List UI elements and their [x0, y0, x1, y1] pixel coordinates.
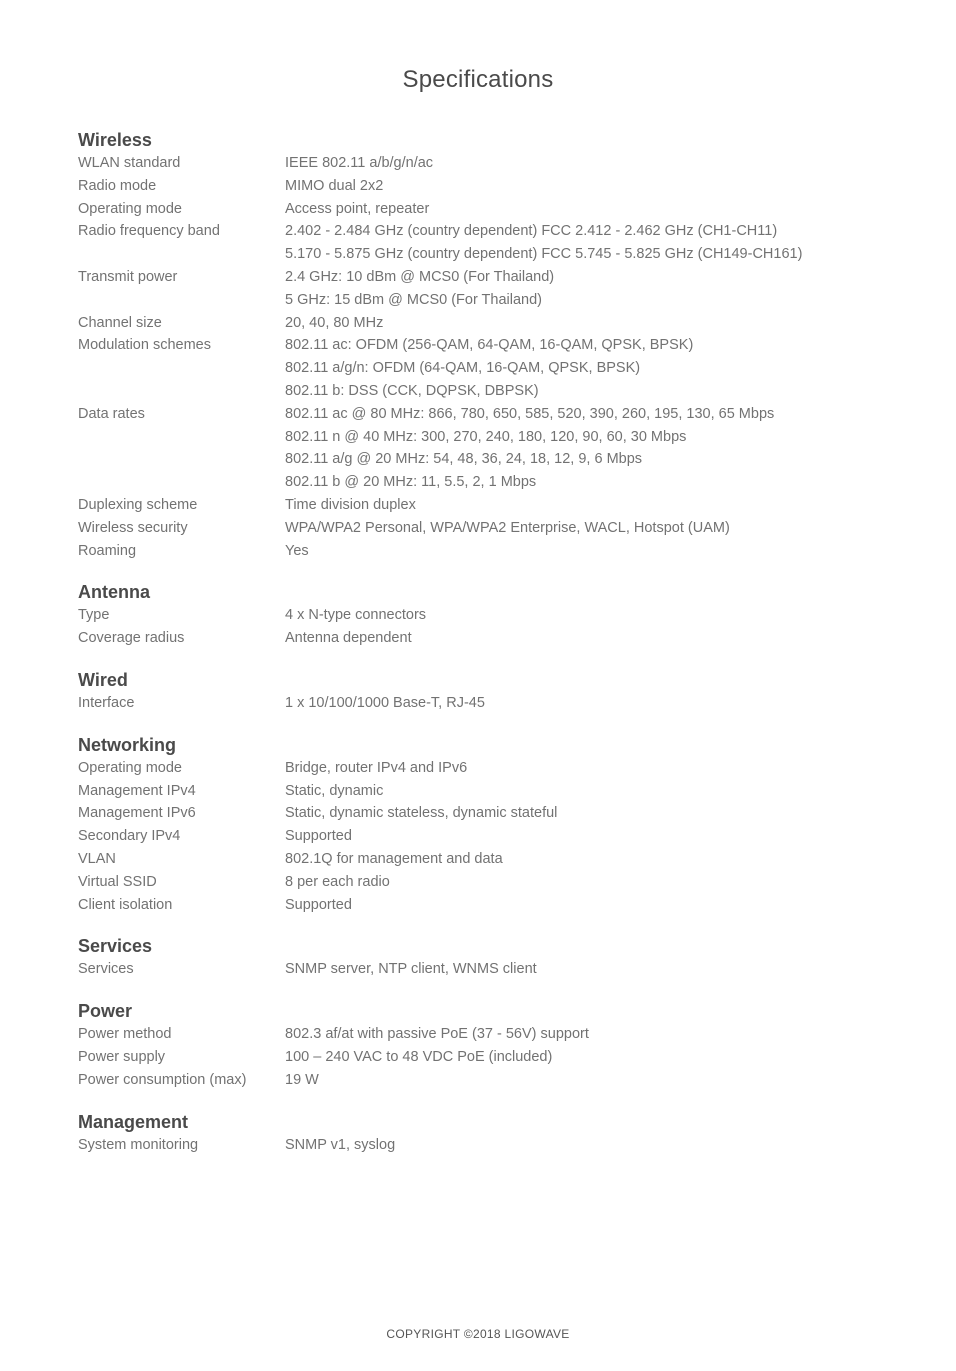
spec-value: Supported	[285, 896, 352, 913]
spec-row	[78, 540, 898, 563]
spec-label: Coverage radius	[78, 630, 185, 647]
section-title: Antenna	[78, 582, 150, 603]
spec-row	[78, 312, 898, 335]
spec-values	[285, 627, 898, 650]
spec-values	[285, 825, 898, 848]
spec-row	[78, 152, 898, 175]
spec-value: 1 x 10/100/1000 Base-T, RJ-45	[285, 694, 485, 711]
spec-values	[285, 1134, 898, 1157]
spec-row	[78, 692, 898, 715]
spec-values	[285, 517, 898, 540]
spec-value: 802.11 a/g @ 20 MHz: 54, 48, 36, 24, 18, 12, 9, 6 Mbps	[285, 451, 643, 468]
spec-row	[78, 894, 898, 917]
section-title: Power	[78, 1001, 133, 1022]
spec-section-antenna	[78, 580, 898, 650]
spec-label: Management IPv4	[78, 782, 196, 799]
spec-value: 8 per each radio	[285, 873, 390, 890]
spec-values	[285, 958, 898, 981]
copyright-footer: COPYRIGHT ©2018 LIGOWAVE	[386, 1327, 570, 1341]
spec-label: Radio frequency band	[78, 223, 220, 240]
spec-row	[78, 175, 898, 198]
spec-row	[78, 848, 898, 871]
spec-value: 802.11 b: DSS (CCK, DQPSK, DBPSK)	[285, 382, 539, 399]
spec-row	[78, 871, 898, 894]
spec-values	[285, 312, 898, 335]
spec-value: 802.11 ac @ 80 MHz: 866, 780, 650, 585, 520, 390, 260, 195, 130, 65 Mbps	[285, 405, 775, 422]
spec-value: MIMO dual 2x2	[285, 177, 384, 194]
spec-label: Interface	[78, 694, 135, 711]
spec-values	[285, 494, 898, 517]
spec-value: SNMP v1, syslog	[285, 1136, 396, 1153]
spec-values	[285, 802, 898, 825]
spec-values	[285, 220, 898, 266]
spec-value: Time division duplex	[285, 496, 416, 513]
spec-label: Wireless security	[78, 519, 188, 536]
spec-label: Client isolation	[78, 896, 173, 913]
page-title: Specifications	[402, 66, 554, 93]
spec-label: Modulation schemes	[78, 337, 211, 354]
spec-label: Data rates	[78, 405, 145, 422]
spec-value: 802.11 n @ 40 MHz: 300, 270, 240, 180, 120, 90, 60, 30 Mbps	[285, 428, 687, 445]
spec-values	[285, 780, 898, 803]
spec-value: WPA/WPA2 Personal, WPA/WPA2 Enterprise, WACL, Hotspot (UAM)	[285, 519, 730, 536]
spec-label: Management IPv6	[78, 805, 196, 822]
spec-label: Power consumption (max)	[78, 1071, 247, 1088]
spec-values	[285, 894, 898, 917]
spec-value: Static, dynamic stateless, dynamic stateful	[285, 805, 558, 822]
spec-row	[78, 1023, 898, 1046]
section-title: Wireless	[78, 130, 152, 150]
spec-values	[285, 1023, 898, 1046]
spec-label: Operating mode	[78, 200, 182, 217]
spec-value: 802.11 b @ 20 MHz: 11, 5.5, 2, 1 Mbps	[285, 474, 537, 491]
spec-values	[285, 334, 898, 402]
spec-row	[78, 494, 898, 517]
spec-label: Channel size	[78, 314, 162, 331]
spec-row	[78, 627, 898, 650]
spec-values	[285, 175, 898, 198]
spec-row	[78, 802, 898, 825]
spec-values	[285, 871, 898, 894]
spec-row	[78, 220, 898, 266]
spec-value: 802.11 ac: OFDM (256-QAM, 64-QAM, 16-QAM, QPSK, BPSK)	[285, 337, 694, 354]
section-title: Services	[78, 936, 153, 957]
spec-label: Transmit power	[78, 268, 178, 285]
spec-label: VLAN	[78, 850, 116, 867]
spec-section-networking	[78, 733, 898, 917]
spec-value: Antenna dependent	[285, 630, 412, 647]
spec-value: Static, dynamic	[285, 782, 384, 799]
spec-value: 802.3 af/at with passive PoE (37 - 56V) support	[285, 1026, 589, 1043]
spec-row	[78, 958, 898, 981]
spec-values	[285, 757, 898, 780]
spec-row	[78, 757, 898, 780]
spec-value: Access point, repeater	[285, 200, 430, 217]
spec-row	[78, 403, 898, 494]
spec-row	[78, 1046, 898, 1069]
spec-label: Power supply	[78, 1048, 166, 1065]
spec-value: 802.1Q for management and data	[285, 850, 503, 867]
spec-row	[78, 1134, 898, 1157]
section-title: Wired	[78, 669, 128, 690]
spec-label: Type	[78, 607, 110, 624]
spec-values	[285, 1046, 898, 1069]
spec-label: Secondary IPv4	[78, 828, 181, 845]
spec-label: Roaming	[78, 542, 137, 559]
spec-label: System monitoring	[78, 1136, 199, 1153]
spec-label: Radio mode	[78, 177, 157, 194]
spec-table	[78, 128, 898, 1174]
spec-row	[78, 604, 898, 627]
spec-value: 2.4 GHz: 10 dBm @ MCS0 (For Thailand)	[285, 268, 555, 285]
spec-values	[285, 692, 898, 715]
spec-value: IEEE 802.11 a/b/g/n/ac	[285, 155, 434, 171]
spec-value: 5.170 - 5.875 GHz (country dependent) FCC 5.745 - 5.825 GHz (CH149-CH161)	[285, 246, 803, 263]
spec-value: 19 W	[285, 1071, 319, 1088]
spec-section-wireless	[78, 128, 898, 562]
spec-label: Operating mode	[78, 759, 182, 776]
spec-values	[285, 1069, 898, 1092]
section-title: Networking	[78, 734, 177, 755]
spec-section-wired	[78, 668, 898, 715]
spec-label: Virtual SSID	[78, 873, 157, 890]
spec-value: 5 GHz: 15 dBm @ MCS0 (For Thailand)	[285, 291, 543, 308]
spec-section-management	[78, 1110, 898, 1157]
spec-value: Bridge, router IPv4 and IPv6	[285, 759, 468, 776]
spec-label: Duplexing scheme	[78, 496, 198, 513]
spec-section-power	[78, 999, 898, 1091]
spec-value: 802.11 a/g/n: OFDM (64-QAM, 16-QAM, QPSK, BPSK)	[285, 360, 641, 377]
spec-row	[78, 780, 898, 803]
spec-value: 100 – 240 VAC to 48 VDC PoE (included)	[285, 1048, 553, 1065]
spec-label: Power method	[78, 1026, 172, 1043]
spec-values	[285, 403, 898, 494]
spec-value: Yes	[285, 542, 309, 559]
spec-row	[78, 825, 898, 848]
spec-row	[78, 517, 898, 540]
spec-value: Supported	[285, 828, 352, 845]
spec-row	[78, 1069, 898, 1092]
spec-label: Services	[78, 961, 134, 978]
spec-section-services	[78, 934, 898, 981]
spec-value: 4 x N-type connectors	[285, 607, 427, 624]
spec-row	[78, 198, 898, 221]
spec-row	[78, 334, 898, 402]
spec-value: SNMP server, NTP client, WNMS client	[285, 961, 537, 978]
spec-value: 20, 40, 80 MHz	[285, 314, 384, 331]
spec-values	[285, 266, 898, 312]
spec-values	[285, 152, 898, 175]
section-title: Management	[78, 1111, 189, 1132]
spec-values	[285, 540, 898, 563]
spec-label: WLAN standard	[78, 155, 181, 171]
spec-values	[285, 848, 898, 871]
spec-value: 2.402 - 2.484 GHz (country dependent) FCC 2.412 - 2.462 GHz (CH1-CH11)	[285, 223, 778, 240]
spec-row	[78, 266, 898, 312]
spec-values	[285, 604, 898, 627]
spec-values	[285, 198, 898, 221]
